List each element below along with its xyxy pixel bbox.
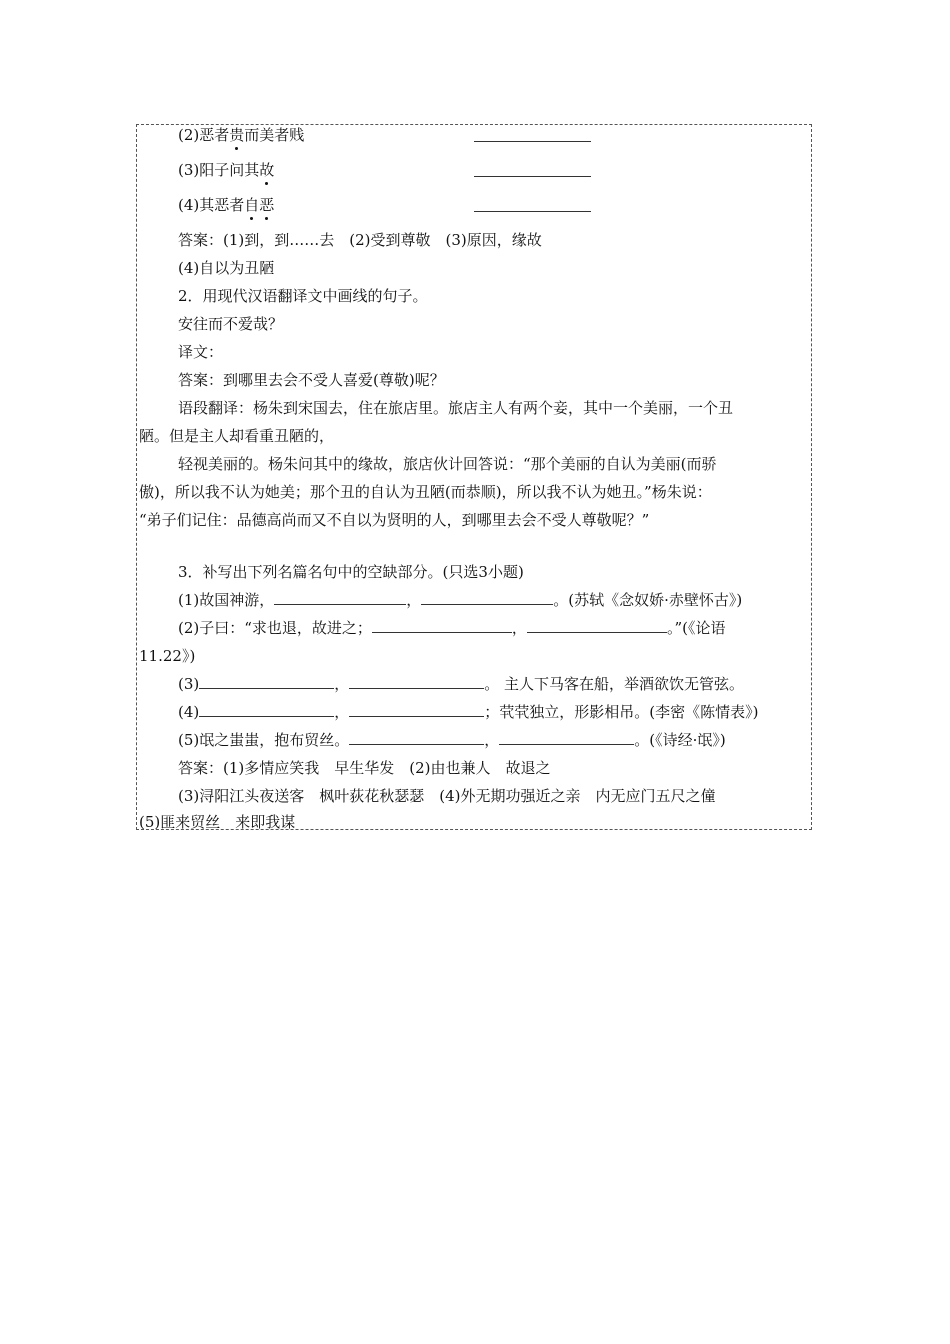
q3-item-1: (1)故国神游， ， 。(苏轼《念奴娇·赤壁怀古》) bbox=[178, 591, 743, 609]
q3-item-3: (3) ， 。 主人下马客在船，举酒欲饮无管弦。 bbox=[178, 675, 745, 693]
q3-item-4: (4) ， ；茕茕独立，形影相吊。(李密《陈情表》) bbox=[178, 703, 759, 721]
q3-answer: 答案：(1)多情应笑我 早生华发 (2)由也兼人 故退之 bbox=[178, 759, 551, 777]
q3-answer-cont: (5)匪来贸丝 来即我谋 bbox=[139, 813, 296, 831]
q2-question: 2．用现代汉语翻译文中画线的句子。 bbox=[178, 287, 428, 305]
answer-blank[interactable] bbox=[474, 211, 591, 212]
answer-blank[interactable] bbox=[474, 176, 591, 177]
q1-answer: 答案：(1)到，到……去 (2)受到尊敬 (3)原因，缘故 bbox=[178, 231, 542, 249]
q3-answer-cont: (3)浔阳江头夜送客 枫叶荻花秋瑟瑟 (4)外无期功强近之亲 内无应门五尺之僮 bbox=[178, 787, 716, 805]
q2-translation-label: 译文： bbox=[178, 343, 224, 361]
q1-item-2: (2)恶者贵而美者贱 bbox=[178, 126, 305, 144]
answer-blank[interactable] bbox=[199, 674, 334, 689]
answer-blank[interactable] bbox=[421, 590, 553, 605]
paragraph-line: 轻视美丽的。杨朱问其中的缘故，旅店伙计回答说：“那个美丽的自认为美丽(而骄 bbox=[178, 455, 717, 473]
q1-item-4: (4)其恶者自恶 bbox=[178, 196, 275, 214]
answer-blank[interactable] bbox=[499, 730, 634, 745]
answer-blank[interactable] bbox=[372, 618, 512, 633]
answer-blank[interactable] bbox=[349, 674, 484, 689]
paragraph-line: 傲)，所以我不认为她美；那个丑的自认为丑陋(而恭顺)，所以我不认为她丑。”杨朱说： bbox=[139, 483, 712, 501]
answer-blank[interactable] bbox=[274, 590, 406, 605]
answer-blank[interactable] bbox=[199, 702, 334, 717]
q1-item-3: (3)阳子问其故 bbox=[178, 161, 275, 179]
answer-blank[interactable] bbox=[349, 702, 484, 717]
answer-blank[interactable] bbox=[527, 618, 667, 633]
q2-sentence: 安往而不爱哉？ bbox=[178, 315, 284, 333]
q3-item-2: (2)子曰：“求也退，故进之； ， 。”(《论语 bbox=[178, 619, 726, 637]
paragraph-line: “弟子们记住：品德高尚而又不自以为贤明的人，到哪里去会不受人尊敬呢？” bbox=[139, 511, 650, 529]
answer-blank[interactable] bbox=[474, 141, 591, 142]
paragraph-line: 陋。但是主人却看重丑陋的， bbox=[139, 427, 335, 445]
q3-question: 3．补写出下列名篇名句中的空缺部分。(只选3小题) bbox=[178, 563, 524, 581]
answer-blank[interactable] bbox=[349, 730, 484, 745]
q3-item-5: (5)氓之蚩蚩，抱布贸丝。 ， 。(《诗经·氓》) bbox=[178, 731, 726, 749]
paragraph-line: 语段翻译：杨朱到宋国去，住在旅店里。旅店主人有两个妾，其中一个美丽，一个丑 bbox=[178, 399, 734, 417]
q1-answer-cont: (4)自以为丑陋 bbox=[178, 259, 275, 277]
q3-item-2-cont: 11.22》) bbox=[139, 647, 196, 665]
q2-answer: 答案：到哪里去会不受人喜爱(尊敬)呢？ bbox=[178, 371, 445, 389]
